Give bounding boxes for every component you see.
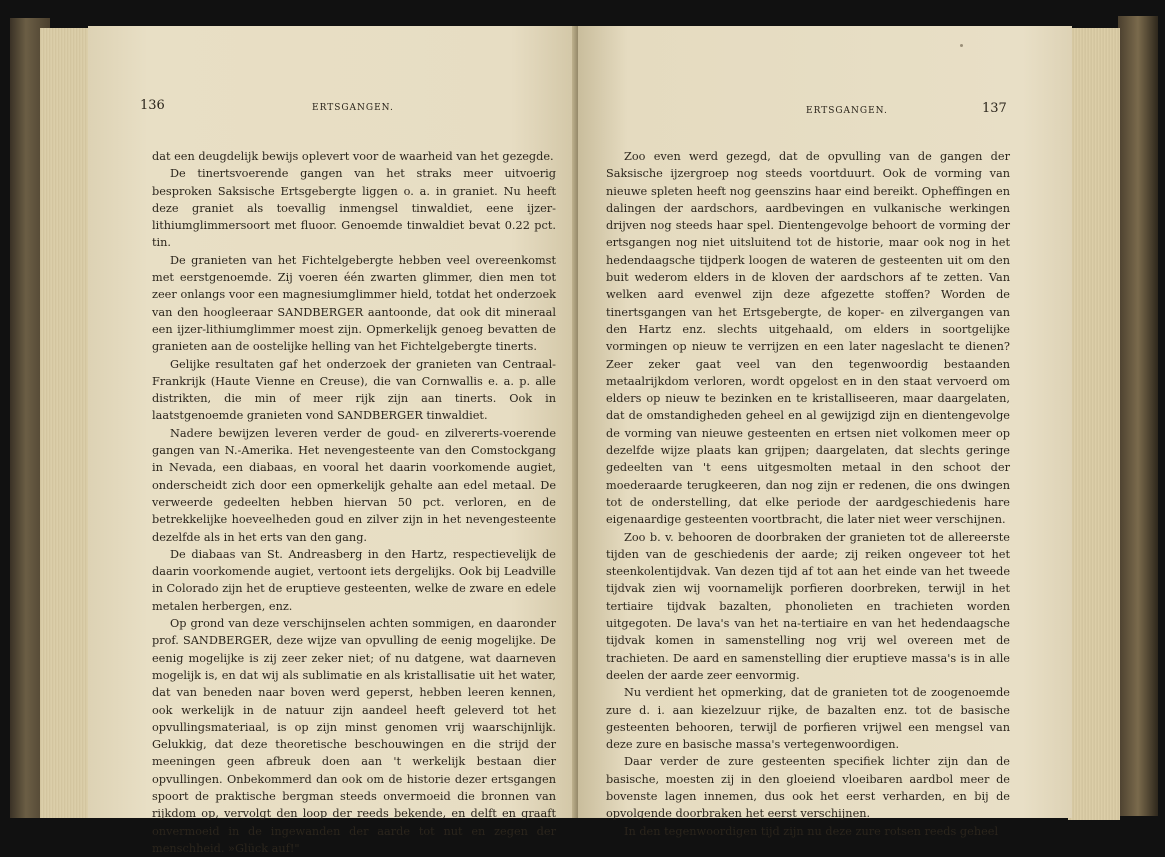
page-text	[606, 148, 1010, 840]
paragraph: De granieten van het Fichtelgebergte hebben veel overeenkomst met eerstgenoemde. Zij voeren één zwarten glimmer, dien men tot zeer onlangs voor een magnesiumglimmer hield, totdat het onderzoek van den hoogleeraar SANDBERGER aantoonde, dat ook dit mineraal een ijzer-lithiumglimmer moest zijn. Opmerkelijk genoeg bevatten de granieten aan de oostelijke helling van het Fichtelgebergte tinerts.	[152, 253, 556, 354]
book-cover-right	[1118, 16, 1158, 816]
running-head: ERTSGANGEN.	[806, 106, 888, 116]
page-edges-right	[1068, 28, 1120, 820]
running-head: ERTSGANGEN.	[312, 103, 394, 113]
paragraph: dat een deugdelijk bewijs oplevert voor de waarheid van het gezegde.	[152, 150, 554, 163]
left-page	[88, 26, 586, 855]
paragraph: De diabaas van St. Andreasberg in den Hartz, respectievelijk de daarin voorkomende augiet, vertoont iets dergelijks. Ook bij Leadville in Colorado zijn het de eruptieve gesteenten, welke de zware en edele metalen herbergen, enz.	[152, 547, 556, 613]
paragraph: Nadere bewijzen leveren verder de goud- en zilvererts-voerende gangen van N.-Amerika. Het nevengesteente van den Comstockgang in Nevada, een diabaas, en vooral het daarin voorkomende augiet, onderscheidt zich door een opmerkelijk gehalte aan edel metaal. De verweerde gedeelten hebben hiervan 50 pct. verloren, en de betrekkelijke hoeveelheden goud en zilver zijn in het nevengesteente dezelfde als in het erts van den gang.	[152, 426, 556, 544]
paragraph: De tinertsvoerende gangen van het straks meer uitvoerig besproken Saksische Ertsgebergte liggen o. a. in graniet. Nu heeft deze graniet als toevallig inmengsel tinwaldiet, eene ijzer-lithiumglimmersoort met fluoor. Genoemde tinwaldiet bevat 0.22 pct. tin.	[152, 167, 556, 250]
paragraph: Daar verder de zure gesteenten specifiek lichter zijn dan de basische, moesten zij in den gloeiend vloeibaren aardbol meer de bovenste lagen innemen, dus ook het eerst verharden, en bij de opvolgende doorbraken het eerst verschijnen.	[606, 755, 1010, 821]
paragraph: Nu verdient het opmerking, dat de granieten tot de zoogenoemde zure d. i. aan kiezelzuur rijke, de bazalten enz. tot de basische gesteenten behooren, terwijl de porfieren vrijwel een mengsel van deze zure en basische massa's vertegenwoordigen.	[606, 686, 1010, 752]
page-number: 137	[982, 101, 1007, 116]
paragraph: Gelijke resultaten gaf het onderzoek der granieten van Centraal-Frankrijk (Haute Vienne en Creuse), die van Cornwallis e. a. p. alle distrikten, die min of meer rijk zijn aan tinerts. Ook in laatstgenoemde granieten vond SANDBERGER tinwaldiet.	[152, 357, 556, 423]
paragraph: Zoo even werd gezegd, dat de opvulling van de gangen der Saksische ijzergroep nog steeds voortduurt. Ook de vorming van nieuwe spleten heeft nog geenszins haar eind bereikt. Opheffingen en dalingen der aardschors, aardbevingen en vulkanische werkingen drijven nog steeds haar spel. Dientengevolge behoort de vorming der ertsgangen nog niet uitsluitend tot de historie, maar ook nog in het hedendaagsche tijdperk loogen de wateren de gesteenten uit om den buit wederom elders in de kloven der aardschors af te zetten. Van welken aard evenwel zijn deze afgezette stoffen? Worden de tinertsgangen van het Ertsgebergte, de koper- en zilvergangen van den Hartz enz. slechts uitgehaald, om elders in soortgelijke vormingen op nieuw te verrijzen en een later nageslacht te dienen? Zeer zeker gaat veel van den tegenwoordig bestaanden metaalrijkdom verloren, wordt opgelost en in den staat vervoerd om elders op nieuw te bezinken en te kristalliseeren, maar daargelaten, dat de omstandigheden geheel en al gewijzigd zijn en dientengevolge de vorming van nieuwe gesteenten en ertsen niet volkomen meer op dezelfde wijze plaats kan grijpen; daargelaten, dat slechts geringe gedeelten van 't eens uitgesmolten metaal in den schoot der moederaarde terugkeeren, dan nog zijn er redenen, die ons dwingen tot de onderstelling, dat elke periode der aardgeschiedenis hare eigenaardige gesteenten voortbracht, die later niet weer verschijnen.	[606, 150, 1010, 527]
paper-speck	[960, 44, 963, 47]
paragraph: Op grond van deze verschijnselen achten sommigen, en daaronder prof. SANDBERGER, deze wijze van opvulling de eenig mogelijke. De eenig mogelijke is zij zeer zeker niet; of nu datgene, wat daarneven mogelijk is, en dat wij als sublimatie en als kristallisatie uit het water, dat van beneden naar boven werd geperst, hebben leeren kennen, ook werkelijk in de natuur zijn aandeel heeft geleverd tot het opvullingsmateriaal, is op zijn minst genomen vrij waarschijnlijk. Gelukkig, dat deze theoretische beschouwingen en die strijd der meeningen geen afbreuk doen aan 't werkelijk bestaan dier opvullingen. Onbekommerd dan ook om de historie dezer ertsgangen spoort de praktische bergman steeds onvermoeid die bronnen van rijkdom op, vervolgt den loop der reeds bekende, en delft en graaft onvermoeid in de ingewanden der aarde tot nut en zegen der menschheid. »Glück auf!"	[152, 617, 556, 855]
right-page	[578, 26, 1072, 838]
paragraph: Zoo b. v. behooren de doorbraken der granieten tot de allereerste tijden van de geschiedenis der aarde; zij reiken ongeveer tot het steenkolentijdvak. Van dezen tijd af tot aan het einde van het tweede tijdvak zien wij voornamelijk porfieren doorbreken, terwijl in het tertiaire tijdvak bazalten, phonolieten en trachieten worden uitgegoten. De lava's van het na-tertiaire en van het hedendaagsche tijdvak komen in samenstelling nog vrij wel overeen met de trachieten. De aard en samenstelling dier eruptieve massa's is in alle deelen der aarde zeer eenvormig.	[606, 530, 1010, 682]
page-edges-left	[40, 28, 92, 818]
page-text	[152, 148, 556, 857]
page-number: 136	[140, 98, 165, 113]
paragraph: In den tegenwoordigen tijd zijn nu deze zure rotsen reeds geheel	[624, 824, 999, 838]
